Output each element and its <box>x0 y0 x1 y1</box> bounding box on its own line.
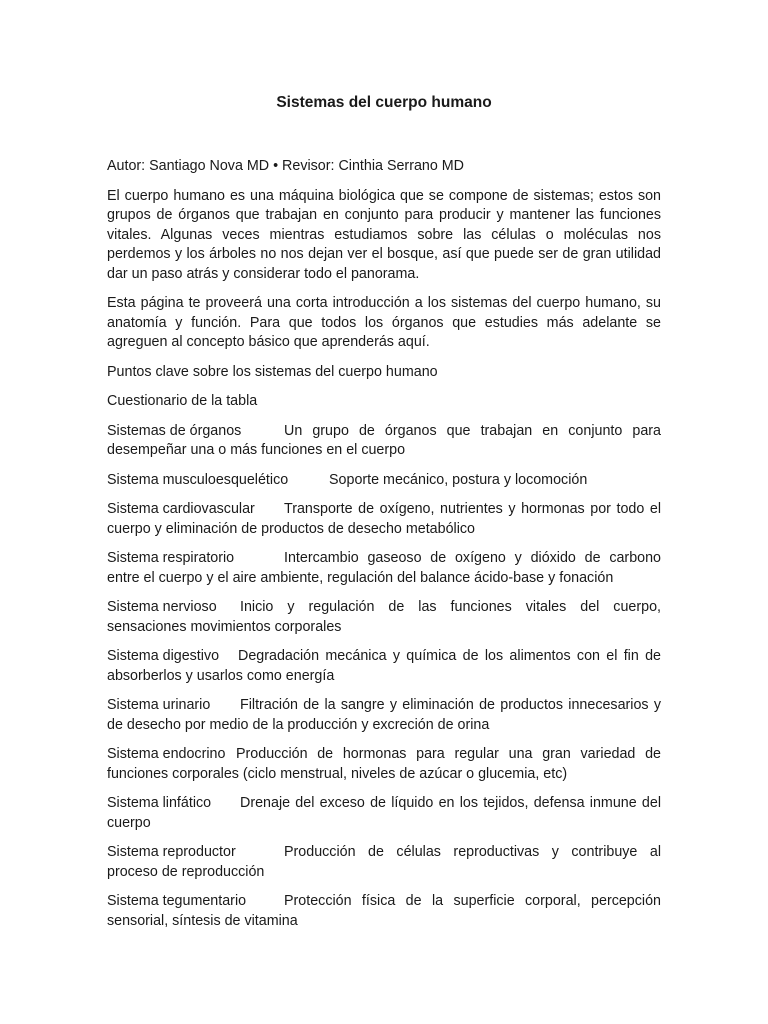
entry-definition: Un grupo de órganos que trabajan en conjunto para desempeñar una o más funciones en el cuerpo <box>107 422 661 458</box>
list-item <box>107 745 661 784</box>
entry-term: Sistema cardiovascular <box>107 501 255 517</box>
section-heading: Puntos clave sobre los sistemas del cuerpo humano <box>107 363 438 380</box>
entry-definition: Protección física de la superficie corporal, percepción sensorial, síntesis de vitamina <box>107 893 661 929</box>
page-title: Sistemas del cuerpo humano <box>276 94 492 111</box>
entry-definition: Degradación mecánica y química de los alimentos con el fin de absorberlos y usarlos como energía <box>107 648 661 684</box>
list-item <box>107 549 661 588</box>
entry-term: Sistemas de órganos <box>107 422 242 439</box>
list-item <box>107 843 661 882</box>
entry-definition: Intercambio gaseoso de oxígeno y dióxido de carbono entre el cuerpo y el aire ambiente, regulación del balance ácido-base y fonación <box>107 550 661 586</box>
entry-term: Sistema endocrino <box>107 746 226 762</box>
entry-term: Sistema reproductor <box>107 844 236 860</box>
list-item <box>107 696 661 735</box>
entry-definition: Transporte de oxígeno, nutrientes y hormonas por todo el cuerpo y eliminación de productos de desecho metabólico <box>107 501 661 537</box>
list-item <box>107 647 661 686</box>
entries-list <box>107 422 661 932</box>
entry-definition: Producción de células reproductivas y contribuye al proceso de reproducción <box>107 844 661 880</box>
list-item <box>107 794 661 833</box>
entry-term: Sistema respiratorio <box>107 550 235 566</box>
entry-term: Sistema tegumentario <box>107 893 247 909</box>
list-item <box>107 500 661 539</box>
entry-definition: Inicio y regulación de las funciones vitales del cuerpo, sensaciones movimientos corporales <box>107 599 661 635</box>
entry-term: Sistema nervioso <box>107 599 217 615</box>
entry-term: Sistema linfático <box>107 795 212 811</box>
entry-definition: Producción de hormonas para regular una gran variedad de funciones corporales (ciclo menstrual, niveles de azúcar o glucemia, etc) <box>107 746 661 782</box>
list-item <box>107 471 661 491</box>
entry-definition: Soporte mecánico, postura y locomoción <box>329 471 588 488</box>
entry-definition: Filtración de la sangre y eliminación de productos innecesarios y de desecho por medio de la producción y excreción de orina <box>107 697 661 733</box>
entry-term: Sistema musculoesquelético <box>107 471 289 488</box>
table-heading: Cuestionario de la tabla <box>107 393 258 409</box>
list-item <box>107 892 661 931</box>
entry-term: Sistema urinario <box>107 697 211 713</box>
list-item <box>107 422 661 461</box>
byline: Autor: Santiago Nova MD • Revisor: Cinthia Serrano MD <box>107 158 465 174</box>
entry-term: Sistema digestivo <box>107 648 220 664</box>
list-item <box>107 598 661 637</box>
intro-paragraph: El cuerpo humano es una máquina biológica que se compone de sistemas; estos son grupos de órganos que trabajan en conjunto para producir y mantener las funciones vitales. Algunas veces mientras estudiamos sobre las células o moléculas nos perdemos y los árboles no nos dejan ver el bosque, así que puede ser de gran utilidad dar un paso atrás y considerar todo el panorama. <box>107 187 661 282</box>
entry-definition: Drenaje del exceso de líquido en los tejidos, defensa inmune del cuerpo <box>107 795 661 831</box>
intro-paragraph: Esta página te proveerá una corta introducción a los sistemas del cuerpo humano, su anatomía y función. Para que todos los órganos que estudies más adelante se agreguen al concepto básico que aprenderás aquí. <box>107 295 661 350</box>
